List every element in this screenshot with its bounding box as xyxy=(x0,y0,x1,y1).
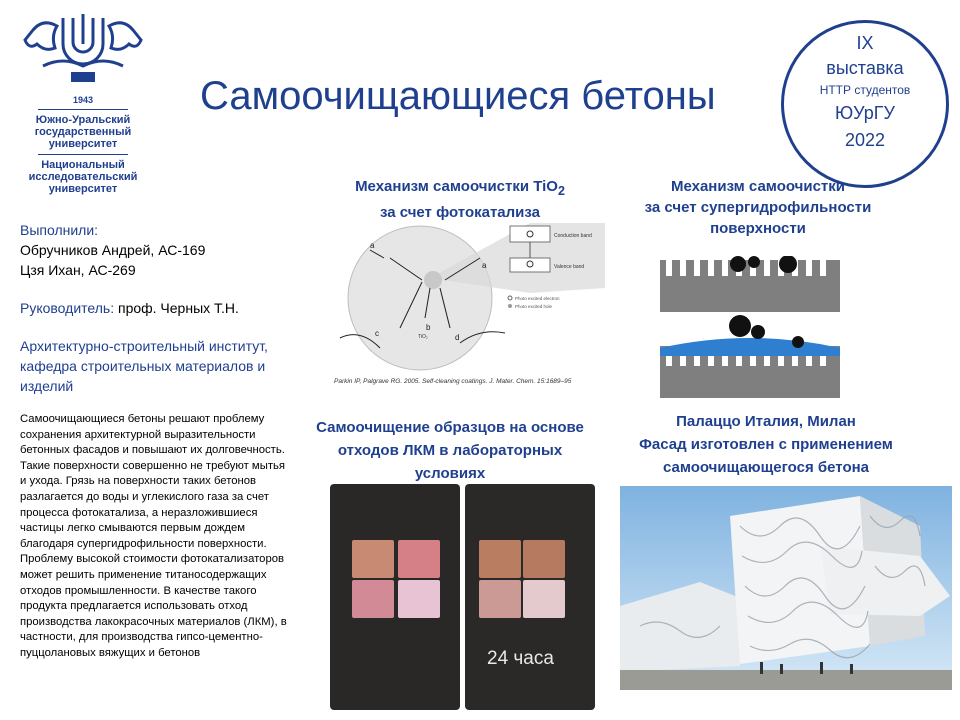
palazzo-caption-line-3: самоочищающегося бетона xyxy=(662,459,870,476)
svg-text:a: a xyxy=(482,261,487,270)
badge-exhibition: выставка xyxy=(826,58,904,78)
samples-caption-line-3: условиях xyxy=(414,465,486,482)
samples-caption-line-1: Самоочищение образцов на основе xyxy=(316,419,584,436)
author-2: Цзя Ихан, АС-269 xyxy=(20,262,136,278)
logo-line-3: университет xyxy=(48,138,118,150)
svg-text:c: c xyxy=(375,329,379,338)
badge-year: 2022 xyxy=(844,130,886,150)
exhibition-badge xyxy=(781,20,949,188)
hydro-caption-line-1: Механизм самоочистки xyxy=(670,178,846,195)
conduction-band-label: Conduction band xyxy=(554,233,592,239)
svg-text:b: b xyxy=(426,323,431,332)
legend-hole: Photo excited hole xyxy=(515,304,553,309)
valence-band-label: Valence band xyxy=(554,264,585,270)
author-1: Обручников Андрей, АС-169 xyxy=(20,242,206,258)
supervisor-name: проф. Черных Т.Н. xyxy=(117,300,239,316)
palazzo-caption xyxy=(616,410,916,479)
hydro-caption-line-3: поверхности xyxy=(710,220,806,237)
authors-block xyxy=(20,220,300,280)
hydro-caption xyxy=(628,176,888,239)
legend-electron: Photo excited electron xyxy=(515,296,560,301)
tio2-caption-text: Механизм самоочистки TiO xyxy=(355,178,558,195)
palazzo-caption-line-1: Палаццо Италия, Милан xyxy=(676,413,856,430)
badge-university: ЮУрГУ xyxy=(834,103,895,123)
badge-subtitle: НТТР студентов xyxy=(819,83,911,97)
sample-photo-before xyxy=(330,484,460,710)
samples-caption xyxy=(300,416,600,485)
samples-caption-line-2: отходов ЛКМ в лабораторных xyxy=(337,442,563,459)
tio2-label: TiO₂ xyxy=(418,334,428,340)
reference-citation: Parkin IP, Palgrave RG. 2005. Self-cleaning coatings. J. Mater. Chem. 15:1689–95 xyxy=(334,378,572,385)
crest-icon xyxy=(23,10,143,88)
superhydrophilicity-diagram xyxy=(660,256,840,398)
logo-year: 1943 xyxy=(72,95,94,105)
tio2-caption-line-1 xyxy=(330,176,590,202)
logo-line-1: Южно-Уральский xyxy=(35,114,131,126)
performed-label: Выполнили: xyxy=(20,222,99,238)
hydro-caption-line-2: за счет супергидрофильности xyxy=(644,199,872,216)
tio2-caption xyxy=(330,176,590,223)
tio2-subscript: 2 xyxy=(557,184,565,198)
tio2-caption-line-2: за счет фотокатализа xyxy=(379,204,540,221)
institute: Архитектурно-строительный институт, кафедра строительных материалов и изделий xyxy=(20,338,268,394)
palazzo-italia-photo xyxy=(620,486,952,690)
svg-text:a: a xyxy=(370,241,375,250)
supervisor-block xyxy=(20,298,300,318)
logo-line-5: исследовательский xyxy=(28,171,138,183)
description-text: Самоочищающиеся бетоны решают проблему сохранения архитектурной выразительности бетонных фасадов и повышают их долговечность. Такие поверхности совершенно не требуют мытья и ухода. Грязь на поверхности таких бетонов разлагается до воды и углекислого газа за счет процесса фотокатализа, а неразложившиеся частицы легко смываются первым дождем благодаря супергидрофильности поверхности. Проблему высокой стоимости фотокатализаторов может решить применение титаносодержащих отходов промышленности. В качестве такого продукта предлагается использовать отход производства лакокрасочных материалов (ЛКМ), в частности, для производства гипсо-цементно-пуццолановых вяжущих и бетонов xyxy=(20,413,287,659)
page-title: Самоочищающиеся бетоны xyxy=(200,74,716,118)
photo-time-label: 24 часа xyxy=(487,648,554,669)
university-logo xyxy=(18,10,148,195)
photocatalysis-diagram xyxy=(330,218,610,393)
svg-text:d: d xyxy=(455,333,460,342)
sample-photo-after xyxy=(465,484,595,710)
palazzo-caption-line-2: Фасад изготовлен с применением xyxy=(639,436,893,453)
logo-line-2: государственный xyxy=(34,126,132,138)
logo-line-4: Национальный xyxy=(41,159,125,171)
supervisor-label: Руководитель: xyxy=(20,300,115,316)
logo-divider xyxy=(38,109,128,110)
logo-divider-2 xyxy=(38,154,128,155)
badge-number: IX xyxy=(856,33,874,53)
logo-line-6: университет xyxy=(48,183,118,195)
